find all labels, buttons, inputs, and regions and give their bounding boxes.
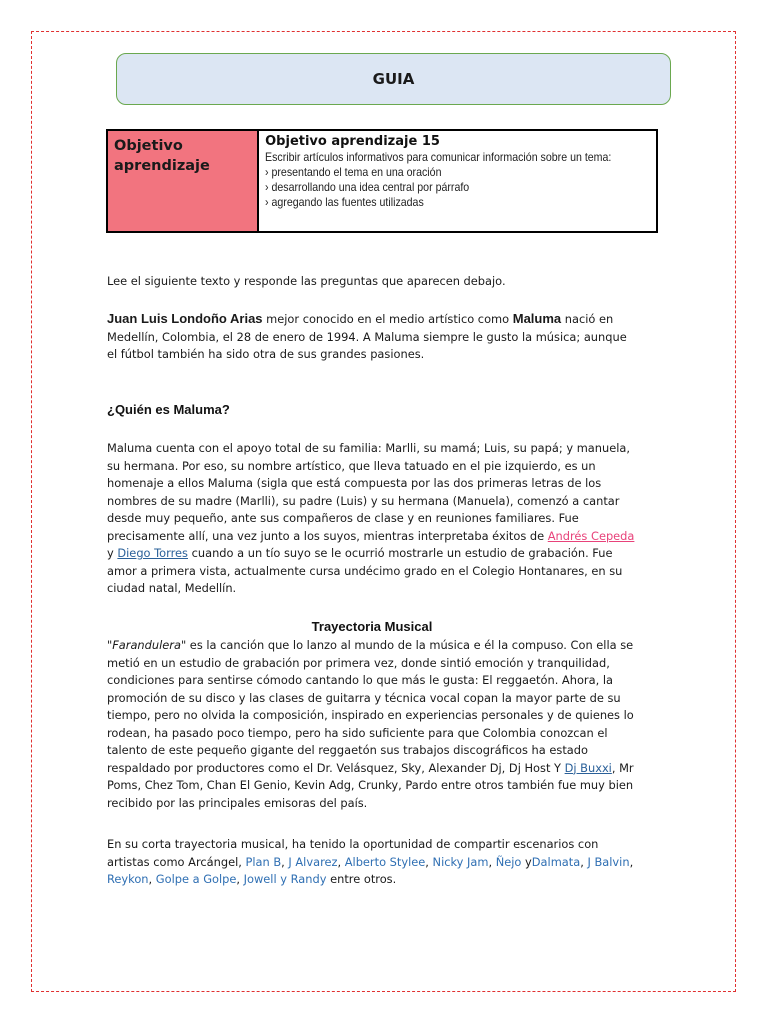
song-title: "Farandulera" xyxy=(107,638,187,652)
artist-link[interactable]: Jowell y Randy xyxy=(243,872,327,886)
section-heading-who: ¿Quién es Maluma? xyxy=(107,402,230,417)
artist-link[interactable]: Dalmata xyxy=(531,854,581,869)
link-dj-buxxi[interactable]: Dj Buxxi xyxy=(564,760,612,775)
full-name: Juan Luis Londoño Arias xyxy=(107,311,263,326)
artist-link[interactable]: Golpe a Golpe xyxy=(155,872,237,886)
who-text: y xyxy=(107,546,118,560)
artist-name: Maluma xyxy=(512,311,562,326)
objective-table xyxy=(106,129,658,233)
objective-line: › desarrollando una idea central por párrafo xyxy=(265,180,470,194)
page-title: GUIA xyxy=(116,53,671,105)
objective-line: Escribir artículos informativos para comunicar información sobre un tema: xyxy=(265,150,612,164)
trayectoria-text: , Mr Poms, Chez Tom, Chan El Genio, Kevin Adg, Crunky, Pardo entre otros también fue muy bien recibido por las principales emisoras del país. xyxy=(107,760,634,810)
objective-label: Objetivo aprendizaje xyxy=(108,131,259,231)
objective-line: › presentando el tema en una oración xyxy=(265,165,442,179)
paragraph-trayectoria xyxy=(107,637,637,812)
bio-text: mejor conocido en el medio artístico como xyxy=(262,312,513,326)
trayectoria-text: es la canción que lo lanzo al mundo de la música e él la compuso. Con ella se metió en un estudio de grabación por primera vez, donde sintió emoción y tranquilidad, condiciones para sentirse cómodo cantando lo que más le gusta: El reggaetón. Ahora, la promoción de su disco y las clases de guitarra y técnica vocal copan la mayor parte de su tiempo, pero no olvida la composición, inspirado en experiencias personales y de quienes lo rodean, ha pasado poco tiempo, pero ha sido suficiente para que Colombia conozcan el talento de este pequeño gigante del reggaetón sus trabajos discográficos ha estado respaldado por productores como el Dr. Velásquez, Sky, Alexander Dj, Dj Host Y xyxy=(107,638,634,775)
paragraph-artists: En su corta trayectoria musical, ha tenido la oportunidad de compartir escenarios con artistas como Arcángel, Plan B, J Alvarez, Alberto Stylee, Nicky Jam, Ñejo yDalmata, J Balvin, Reykon, Golpe a Golpe, Jowell y Randy entre otros. xyxy=(107,837,634,886)
artist-link[interactable]: J Balvin xyxy=(587,854,630,869)
artist-link[interactable]: Reykon xyxy=(107,872,149,886)
objective-heading: Objetivo aprendizaje 15 xyxy=(265,134,440,149)
bio-text: nació en Medellín, Colombia, el 28 de enero de 1994. A Maluma siempre le gusto la música; aunque el fútbol también ha sido otra de sus grandes pasiones. xyxy=(107,312,627,361)
objective-line: › agregando las fuentes utilizadas xyxy=(265,195,424,209)
artist-link[interactable]: Nicky Jam xyxy=(432,854,489,869)
artists-text: En su corta trayectoria musical, ha tenido la oportunidad de compartir escenarios con artistas como Arcángel, xyxy=(107,837,599,869)
artist-link[interactable]: Plan B xyxy=(245,854,282,869)
link-diego-torres[interactable]: Diego Torres xyxy=(117,546,188,560)
objective-content xyxy=(259,131,656,231)
intro-text: Lee el siguiente texto y responde las preguntas que aparecen debajo. xyxy=(107,274,506,288)
artist-link[interactable]: J Alvarez xyxy=(288,854,338,869)
who-text: Maluma cuenta con el apoyo total de su familia: Marlli, su mamá; Luis, su papá; y manuela, su hermana. Por eso, su nombre artístico, que lleva tatuado en el pie izquierdo, es un homenaje a ellos Maluma (sigla que está compuesta por las dos primeras letras de los nombres de su madre (Marlli), su padre (Luis) y su hermana (Manuela), comenzó a cantar desde muy pequeño, ante sus compañeros de clase y en reuniones familiares. Fue precisamente allí, una vez junto a los suyos, mientras interpretaba éxitos de xyxy=(107,441,630,543)
artists-text: y xyxy=(521,854,532,869)
link-andres-cepeda[interactable]: Andrés Cepeda xyxy=(547,528,635,543)
paragraph-who xyxy=(107,440,637,598)
artist-link[interactable]: Ñejo xyxy=(495,854,522,869)
section-heading-trayectoria: Trayectoria Musical xyxy=(311,619,433,634)
artist-link[interactable]: Alberto Stylee xyxy=(344,854,426,869)
artists-text: entre otros. xyxy=(326,872,397,886)
paragraph-bio xyxy=(107,310,637,364)
who-text: cuando a un tío suyo se le ocurrió mostrarle un estudio de grabación. Fue amor a primera vista, actualmente cursa undécimo grado en el Colegio Hontanares, en su ciudad natal, Medellín. xyxy=(107,546,623,595)
